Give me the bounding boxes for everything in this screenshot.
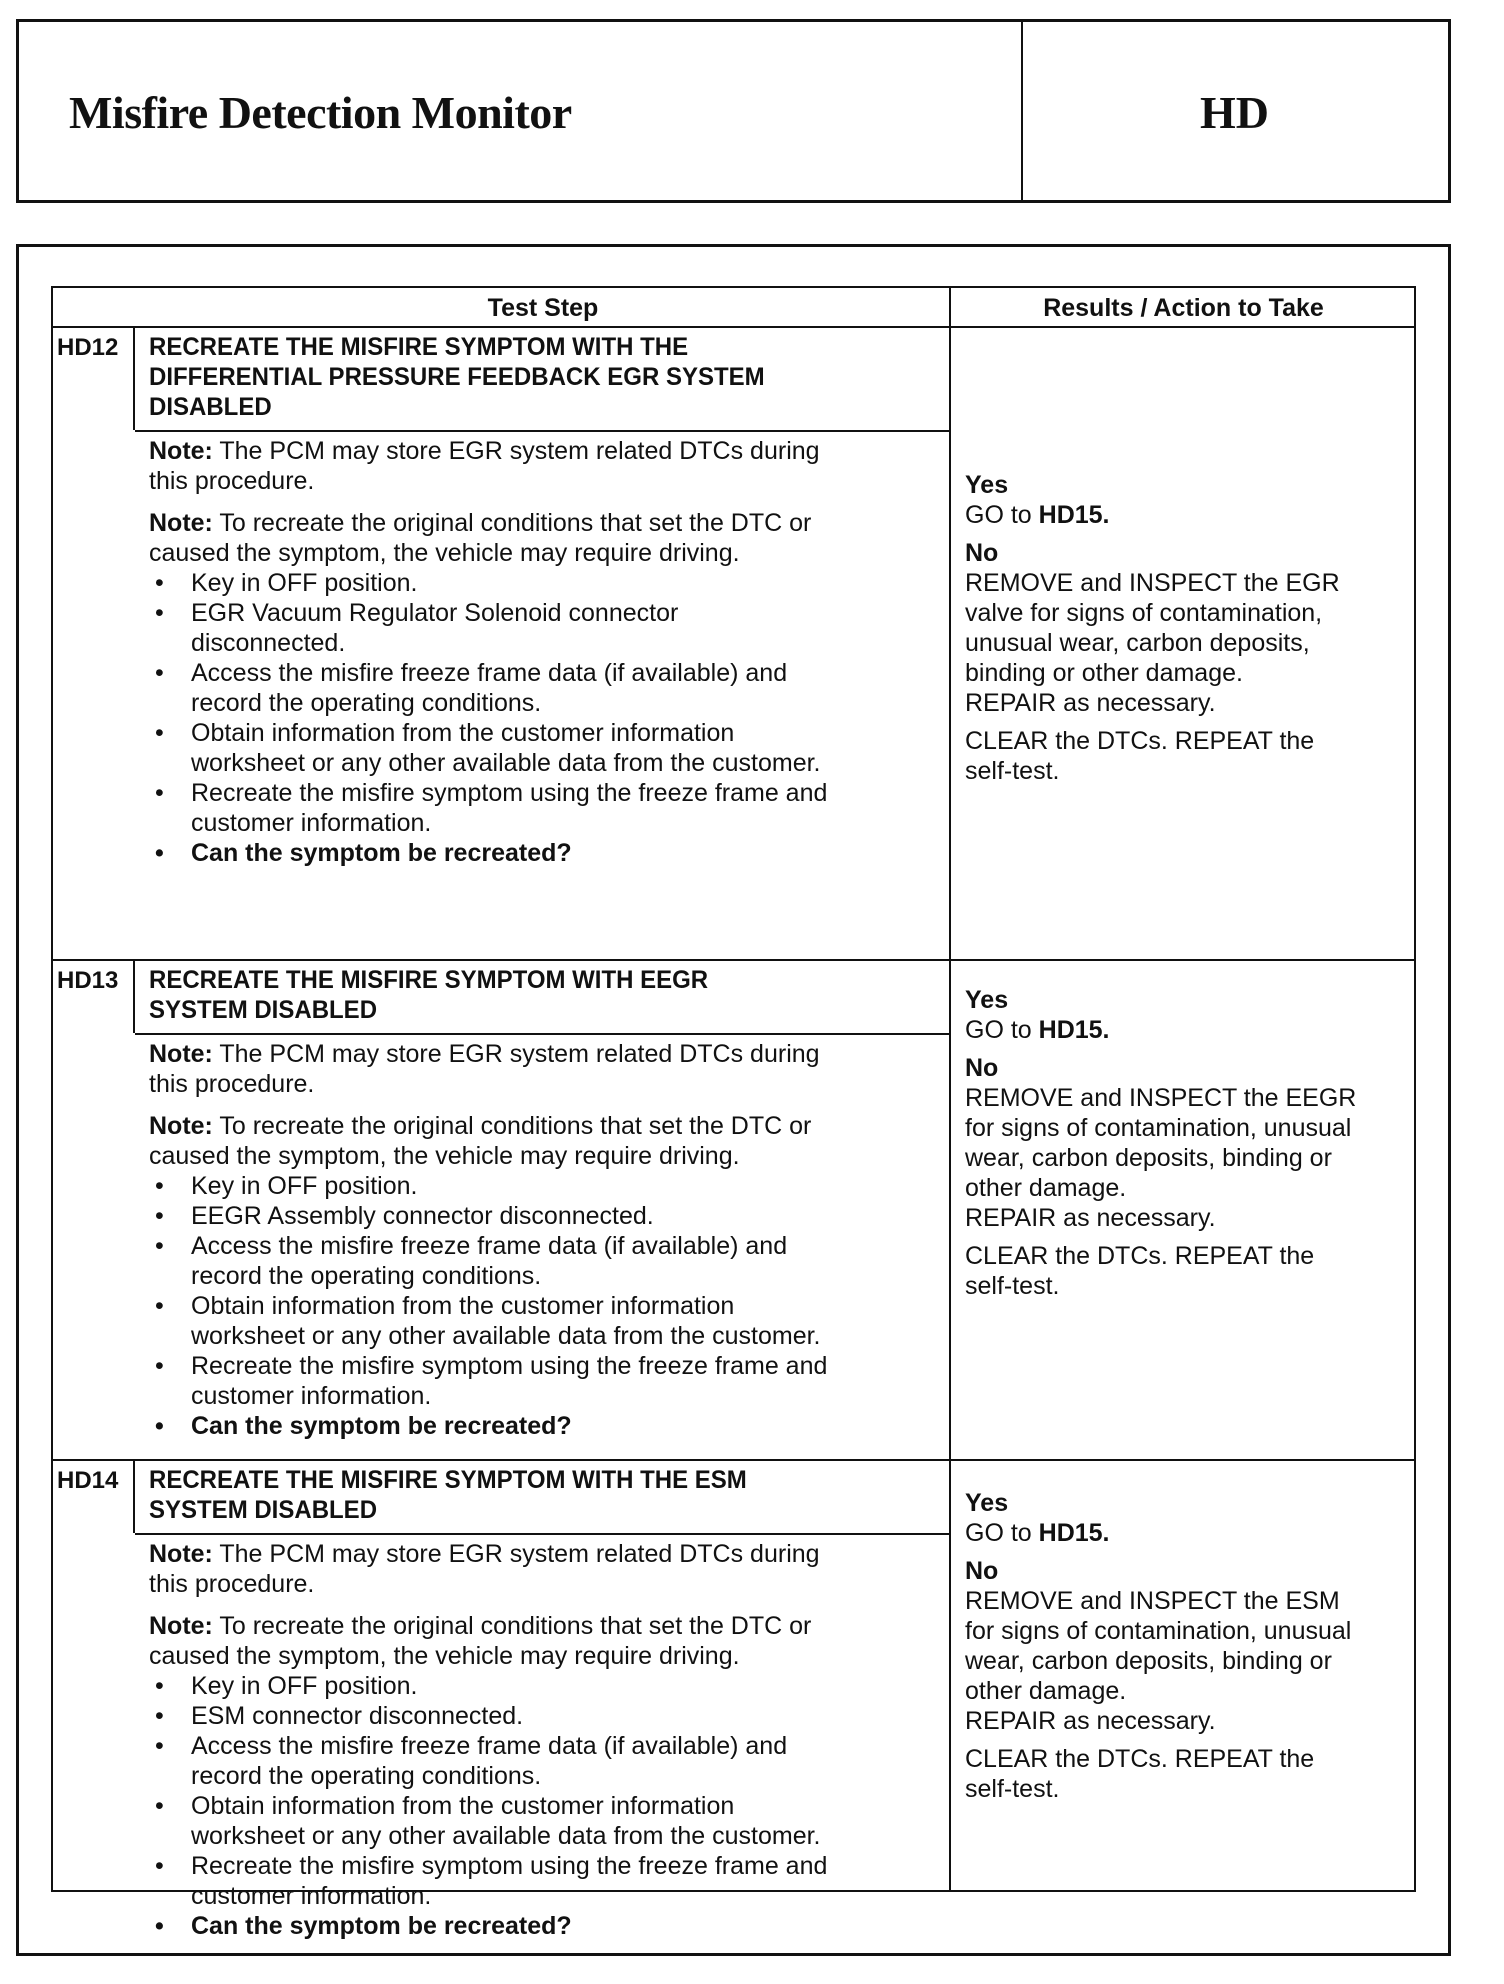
step-title: RECREATE THE MISFIRE SYMPTOM WITH THE ESM SYSTEM DISABLED [149, 1466, 747, 1524]
no-label: No [965, 1557, 999, 1585]
divider [135, 1033, 949, 1035]
question: • Can the symptom be recreated? [155, 1912, 572, 1940]
step-id: HD13 [57, 967, 119, 994]
bullet-icon: • [155, 779, 164, 807]
yes-label: Yes [965, 471, 1009, 499]
bullet-item: • EGR Vacuum Regulator Solenoid connector disconnected. [155, 599, 679, 657]
goto-link: HD15. [1038, 1519, 1110, 1547]
note: Note: To recreate the original conditions that set the DTC or caused the symptom, the vehicle may require driving. [149, 509, 812, 567]
bullet-item: • Access the misfire freeze frame data (if available) and record the operating conditions. [155, 1232, 788, 1290]
clear-instruction: CLEAR the DTCs. REPEAT the self-test. [965, 1242, 1315, 1300]
step-title: RECREATE THE MISFIRE SYMPTOM WITH THE DIFFERENTIAL PRESSURE FEEDBACK EGR SYSTEM DISABLED [149, 333, 765, 421]
bullet-item: • Key in OFF position. [155, 1672, 418, 1700]
divider [135, 1533, 949, 1535]
results-action [965, 470, 1415, 786]
divider [135, 430, 949, 432]
results-action [965, 985, 1415, 1301]
bullet-icon: • [155, 1672, 164, 1700]
bullet-icon: • [155, 1912, 164, 1940]
yes-label: Yes [965, 1489, 1009, 1517]
divider [951, 959, 1414, 961]
bullet-icon: • [155, 1172, 164, 1200]
bullet-icon: • [155, 719, 164, 747]
bullet-icon: • [155, 569, 164, 597]
header-box [16, 19, 1451, 203]
no-label: No [965, 539, 999, 567]
step-title: RECREATE THE MISFIRE SYMPTOM WITH EEGR SYSTEM DISABLED [149, 966, 709, 1024]
step-body [149, 436, 979, 868]
step-id: HD14 [57, 1467, 119, 1494]
page-title: Misfire Detection Monitor [69, 87, 572, 138]
section-code: HD [1200, 87, 1269, 138]
bullet-item: • Obtain information from the customer information worksheet or any other available data from the customer. [155, 719, 821, 777]
yes-action: GO to HD15. [965, 1016, 1110, 1044]
yes-action: GO to HD15. [965, 501, 1110, 529]
question: • Can the symptom be recreated? [155, 839, 572, 867]
bullet-icon: • [155, 599, 164, 627]
divider [53, 959, 949, 961]
bullet-icon: • [155, 1232, 164, 1260]
step-body [149, 1539, 979, 1941]
bullet-icon: • [155, 1412, 164, 1440]
no-action: REMOVE and INSPECT the EEGR for signs of contamination, unusual wear, carbon deposits, binding or other damage. REPAIR as necessary. [965, 1084, 1357, 1232]
bullet-item: • Access the misfire freeze frame data (if available) and record the operating conditions. [155, 1732, 788, 1790]
column-header-test-step: Test Step [487, 294, 599, 322]
bullet-icon: • [155, 1202, 164, 1230]
note: Note: The PCM may store EGR system related DTCs during this procedure. [149, 1040, 820, 1098]
bullet-icon: • [155, 1702, 164, 1730]
note: Note: To recreate the original conditions that set the DTC or caused the symptom, the vehicle may require driving. [149, 1112, 812, 1170]
bullet-icon: • [155, 1792, 164, 1820]
bullet-icon: • [155, 659, 164, 687]
results-action [965, 1488, 1415, 1804]
no-action: REMOVE and INSPECT the ESM for signs of contamination, unusual wear, carbon deposits, binding or other damage. REPAIR as necessary. [965, 1587, 1352, 1735]
bullet-item: • Obtain information from the customer information worksheet or any other available data from the customer. [155, 1792, 821, 1850]
divider [53, 326, 1414, 328]
note: Note: The PCM may store EGR system related DTCs during this procedure. [149, 437, 820, 495]
no-action: REMOVE and INSPECT the EGR valve for signs of contamination, unusual wear, carbon deposits, binding or other damage. REPAIR as necessary. [965, 569, 1340, 717]
bullet-item: • ESM connector disconnected. [155, 1702, 524, 1730]
bullet-icon: • [155, 1852, 164, 1880]
column-header-results: Results / Action to Take [1043, 294, 1324, 322]
step-body [149, 1039, 979, 1441]
no-label: No [965, 1054, 999, 1082]
bullet-item: • Recreate the misfire symptom using the freeze frame and customer information. [155, 1852, 828, 1910]
bullet-item: • EEGR Assembly connector disconnected. [155, 1202, 654, 1230]
step-id: HD12 [57, 334, 119, 361]
bullet-icon: • [155, 1352, 164, 1380]
goto-link: HD15. [1038, 501, 1110, 529]
yes-action: GO to HD15. [965, 1519, 1110, 1547]
clear-instruction: CLEAR the DTCs. REPEAT the self-test. [965, 727, 1315, 785]
note: Note: To recreate the original conditions that set the DTC or caused the symptom, the vehicle may require driving. [149, 1612, 812, 1670]
bullet-icon: • [155, 839, 164, 867]
bullet-item: • Obtain information from the customer information worksheet or any other available data from the customer. [155, 1292, 821, 1350]
bullet-icon: • [155, 1732, 164, 1760]
test-step-table [51, 286, 1416, 1940]
yes-label: Yes [965, 986, 1009, 1014]
bullet-icon: • [155, 1292, 164, 1320]
note: Note: The PCM may store EGR system related DTCs during this procedure. [149, 1540, 820, 1598]
clear-instruction: CLEAR the DTCs. REPEAT the self-test. [965, 1745, 1315, 1803]
question: • Can the symptom be recreated? [155, 1412, 572, 1440]
goto-link: HD15. [1038, 1016, 1110, 1044]
divider [53, 1459, 949, 1461]
bullet-item: • Access the misfire freeze frame data (if available) and record the operating conditions. [155, 659, 788, 717]
bullet-item: • Key in OFF position. [155, 1172, 418, 1200]
divider [951, 1459, 1414, 1461]
bullet-item: • Recreate the misfire symptom using the freeze frame and customer information. [155, 779, 828, 837]
bullet-item: • Recreate the misfire symptom using the freeze frame and customer information. [155, 1352, 828, 1410]
bullet-item: • Key in OFF position. [155, 569, 418, 597]
